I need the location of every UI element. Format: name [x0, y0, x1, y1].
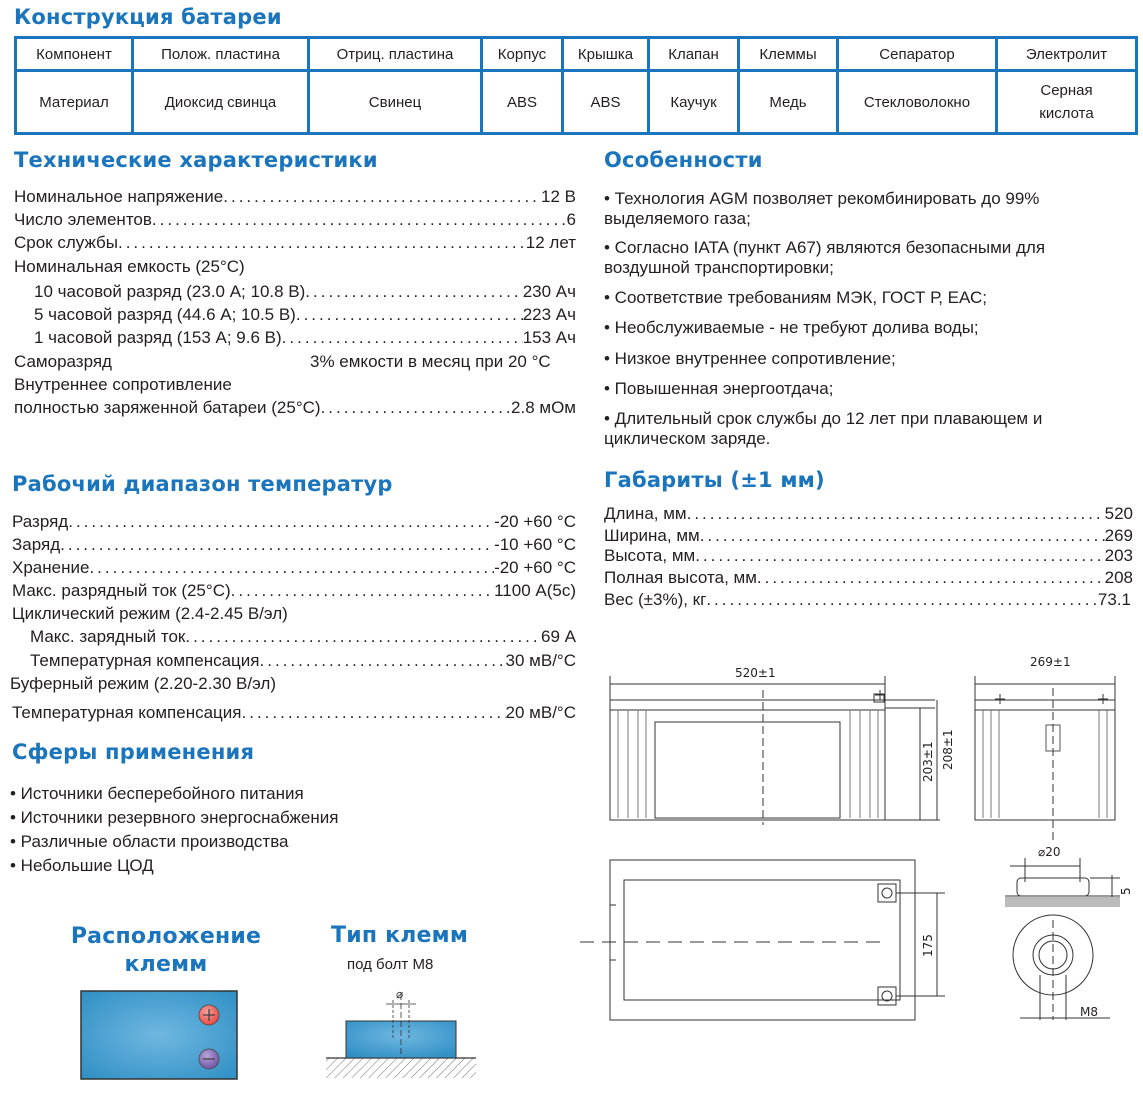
- temp-maxdis: Макс. разрядный ток (25°C) ..... 1100 А(5с): [12, 581, 576, 601]
- construction-title: Конструкция батареи: [14, 5, 282, 29]
- spec-capacity-label: Номинальная емкость (25°C): [14, 257, 245, 276]
- table-cell: Свинец: [310, 72, 483, 132]
- dimension-drawing: [580, 650, 1138, 1032]
- temp-cyclic: Циклический режим (2.4-2.45 В/эл): [12, 604, 288, 623]
- dim-length: Длина, мм ..... 520: [604, 504, 1133, 524]
- temp-discharge: Разряд ..... -20 +60 °C: [12, 512, 576, 532]
- svg-text:M8: M8: [1080, 1005, 1098, 1019]
- terminal-layout-diagram: [80, 990, 240, 1082]
- temp-charge: Заряд ..... -10 +60 °C: [12, 535, 576, 555]
- table-cell: Материал: [17, 72, 134, 132]
- table-cell: ABS: [564, 72, 650, 132]
- spec-voltage: Номинальное напряжение ..... 12 В: [14, 187, 576, 207]
- table-cell: Стекловолокно: [839, 72, 998, 132]
- spec-cap1: 1 часовой разряд (153 А; 9.6 В) ..... 153 Ач: [34, 328, 576, 348]
- list-item: • Согласно IATA (пункт А67) являются безопасными для воздушной транспортировки;: [604, 238, 1046, 277]
- table-header: Клеммы: [740, 39, 839, 72]
- list-item: • Источники бесперебойного питания: [10, 784, 304, 803]
- table-header: Отриц. пластина: [310, 39, 483, 72]
- spec-cap5: 5 часовой разряд (44.6 А; 10.5 В) ..... 223 Ач: [34, 305, 576, 325]
- dims-title: Габариты (±1 мм): [604, 468, 825, 492]
- dim-height: Высота, мм ..... 203: [604, 546, 1133, 566]
- features-title: Особенности: [604, 148, 763, 172]
- spec-ir: полностью заряженной батареи (25°C) ..... 2.8 мОм: [14, 398, 576, 418]
- svg-text:520±1: 520±1: [735, 666, 776, 680]
- table-cell: Серная кислота: [1039, 82, 1094, 122]
- spec-ir-label: Внутреннее сопротивление: [14, 375, 232, 394]
- list-item: • Повышенная энергоотдача;: [604, 379, 834, 398]
- table-header: Электролит: [998, 39, 1135, 72]
- spec-cells: Число элементов ..... 6: [14, 210, 576, 230]
- table-cell: Диоксид свинца: [134, 72, 310, 132]
- spec-life: Срок службы ..... 12 лет: [14, 233, 576, 253]
- table-header: Корпус: [483, 39, 564, 72]
- table-header: Крышка: [564, 39, 650, 72]
- spec-selfdis-label: Саморазряд: [14, 352, 112, 371]
- table-header: Полож. пластина: [134, 39, 310, 72]
- temp-comp1: Температурная компенсация ..... 30 мВ/°C: [30, 651, 576, 671]
- list-item: • Небольшие ЦОД: [10, 856, 154, 875]
- list-item: • Низкое внутреннее сопротивление;: [604, 349, 896, 368]
- spec-selfdis: 3% емкости в месяц при 20 °C: [310, 352, 551, 371]
- list-item: • Технология AGM позволяет рекомбинировать до 99% выделяемого газа;: [604, 189, 1040, 228]
- svg-text:⌀20: ⌀20: [1038, 845, 1061, 859]
- construction-table: [14, 36, 1138, 135]
- dim-total-height: Полная высота, мм ..... 208: [604, 568, 1133, 588]
- terminal-type-diagram: [322, 980, 482, 1080]
- svg-text:208±1: 208±1: [941, 729, 955, 770]
- table-header: Компонент: [17, 39, 134, 72]
- list-item: • Соответствие требованиям МЭК, ГОСТ Р, ЕАС;: [604, 288, 987, 307]
- dim-width: Ширина, мм ..... 269: [604, 526, 1133, 546]
- temp-maxcharge: Макс. зарядный ток ..... 69 А: [30, 627, 576, 647]
- list-item: • Длительный срок службы до 12 лет при плавающем и циклическом заряде.: [604, 409, 1043, 448]
- svg-text:203±1: 203±1: [921, 741, 935, 782]
- svg-text:175: 175: [921, 934, 935, 957]
- table-cell: Каучук: [650, 72, 740, 132]
- list-item: • Источники резервного энергоснабжения: [10, 808, 339, 827]
- terminal-type-subtitle: под болт М8: [347, 956, 434, 973]
- applications-title: Сферы применения: [12, 740, 255, 764]
- svg-text:269±1: 269±1: [1030, 655, 1071, 669]
- terminal-type-title: Тип клемм: [331, 923, 469, 948]
- temp-title: Рабочий диапазон температур: [12, 472, 393, 496]
- dim-weight: Вес (±3%), кг ..... 73.1: [604, 590, 1131, 610]
- spec-cap10: 10 часовой разряд (23.0 А; 10.8 В) ..... 230 Ач: [34, 282, 576, 302]
- svg-text:5: 5: [1119, 887, 1133, 895]
- table-cell: Медь: [740, 72, 839, 132]
- table-cell: ABS: [483, 72, 564, 132]
- list-item: • Различные области производства: [10, 832, 289, 851]
- temp-float: Буферный режим (2.20-2.30 В/эл): [10, 674, 276, 693]
- diameter-symbol: ⌀: [396, 987, 404, 1001]
- temp-comp2: Температурная компенсация ..... 20 мВ/°C: [12, 703, 576, 723]
- list-item: • Необслуживаемые - не требуют долива воды;: [604, 318, 979, 337]
- tech-title: Технические характеристики: [14, 148, 378, 172]
- table-header: Сепаратор: [839, 39, 998, 72]
- table-header: Клапан: [650, 39, 740, 72]
- terminal-layout-title: Расположение клемм: [70, 924, 262, 977]
- temp-storage: Хранение ..... -20 +60 °C: [12, 558, 576, 578]
